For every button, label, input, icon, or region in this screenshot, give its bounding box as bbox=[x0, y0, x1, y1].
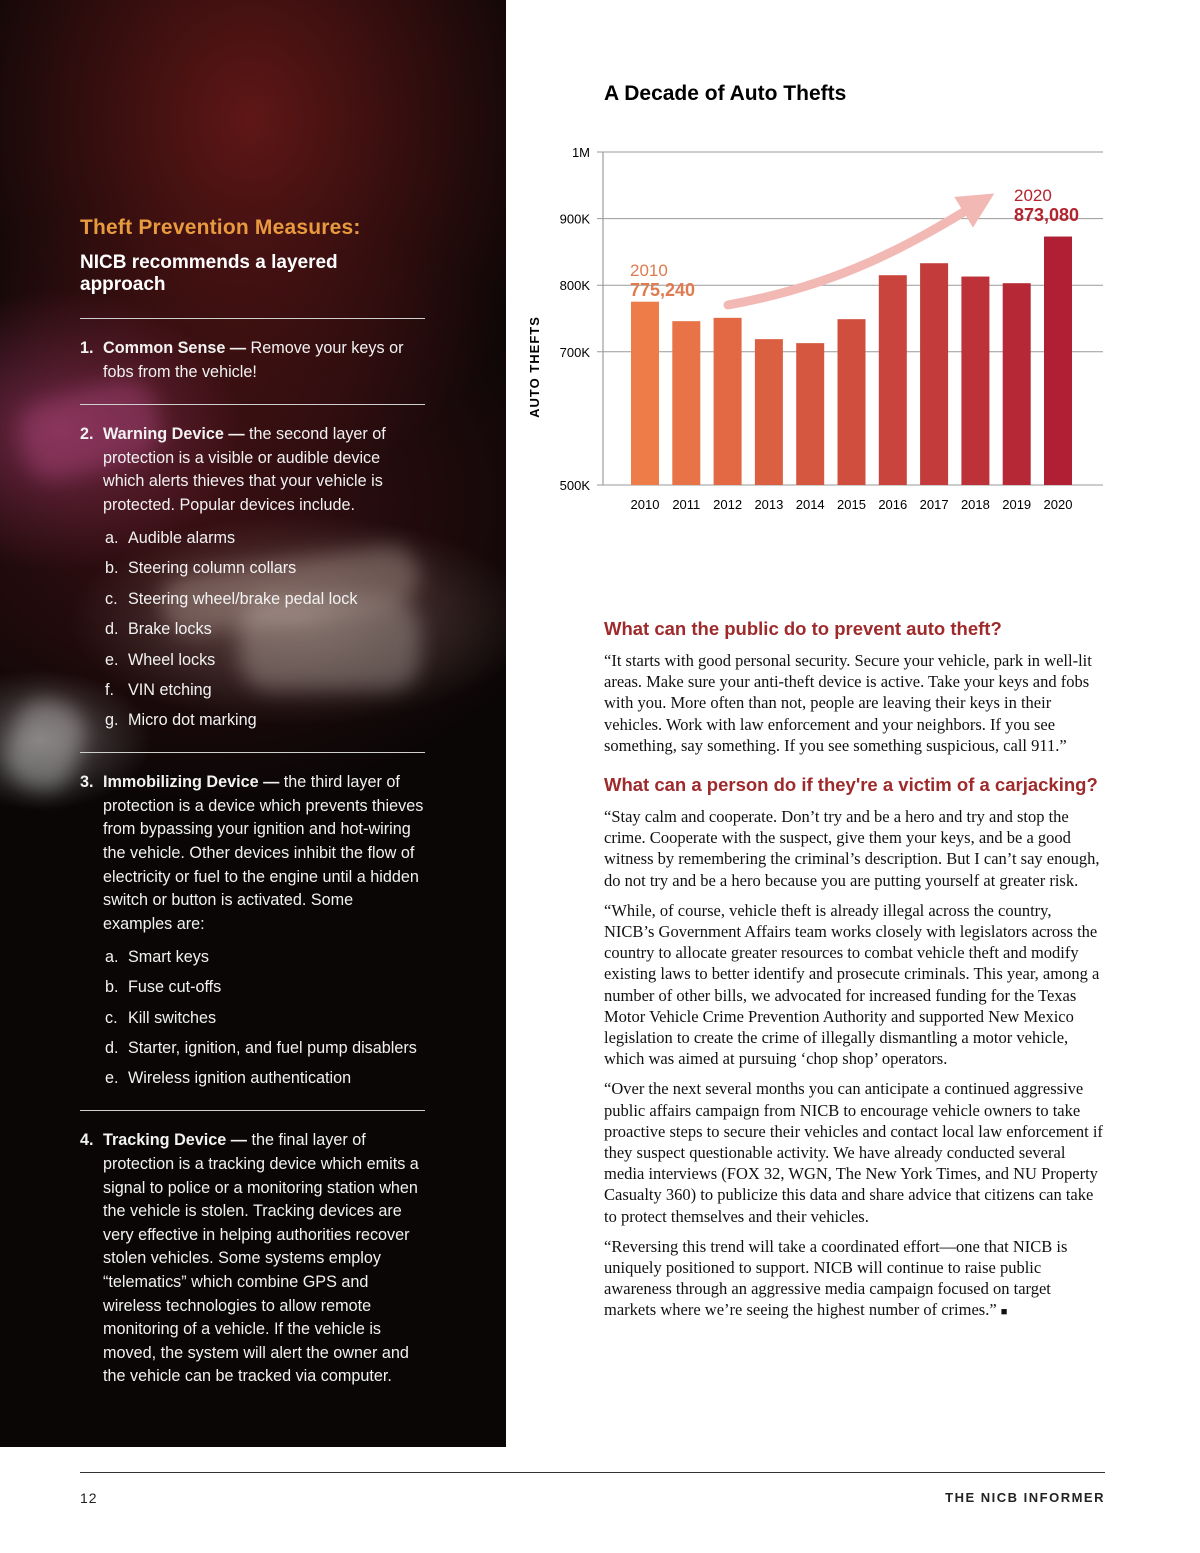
y-tick-label: 1M bbox=[571, 145, 590, 160]
measure-tracking-device bbox=[80, 1129, 425, 1389]
list-item: e. Wheel locks bbox=[105, 650, 216, 669]
list-item: e. Wireless ignition authentication bbox=[105, 1069, 352, 1088]
question-heading: What can a person do if they're a victim of a carjacking? bbox=[604, 774, 1098, 796]
measure-lead: Tracking Device — bbox=[103, 1131, 247, 1150]
bar-2010 bbox=[631, 302, 659, 485]
list-item: a. Smart keys bbox=[105, 947, 209, 966]
bar-2013 bbox=[755, 339, 783, 485]
end-mark-icon: ■ bbox=[1000, 1306, 1008, 1319]
sidebar-panel bbox=[0, 0, 506, 1447]
y-tick-label: 700K bbox=[559, 344, 590, 360]
bar-2017 bbox=[920, 263, 948, 485]
x-tick-label: 2016 bbox=[878, 497, 908, 512]
y-tick-label: 800K bbox=[559, 278, 590, 294]
x-tick-label: 2014 bbox=[795, 497, 825, 512]
bar-2012 bbox=[714, 318, 742, 485]
answer-paragraph: “While, of course, vehicle theft is already illegal across the country, NICB’s Government Affairs team works closely with legislators across the country to allocate greater resources to combat vehicle theft and modify existing laws to better identify and prosecute criminals. This year, among a number of other bills, we advocated for increased funding for the Texas Motor Vehicle Crime Prevention Authority and supported New Mexico legislation to create the crime of illegally dismantling a motor vehicle, which was aimed at pursuing ‘chop shop’ operators. bbox=[604, 900, 1100, 1069]
divider bbox=[80, 752, 425, 753]
bar-2016 bbox=[879, 275, 907, 485]
bar-2019 bbox=[1003, 283, 1031, 485]
bar-2014 bbox=[796, 343, 824, 485]
warning-device-list bbox=[105, 524, 425, 737]
annotation-value-2020: 873,080 bbox=[1014, 205, 1080, 225]
closing-text: “Reversing this trend will take a coordinated effort—one that NICB is uniquely positioned to support. NICB will continue to raise public awareness through an aggressive media campaign focused on target markets where we’re seeing the highest number of crimes.” bbox=[604, 1236, 1068, 1320]
x-tick-label: 2015 bbox=[837, 497, 866, 512]
measure-lead: Immobilizing Device — bbox=[103, 773, 280, 792]
x-tick-label: 2012 bbox=[713, 497, 743, 512]
bar-2011 bbox=[672, 321, 700, 485]
measure-lead: Common Sense — bbox=[103, 339, 247, 357]
list-item: d. Starter, ignition, and fuel pump disablers bbox=[105, 1039, 417, 1058]
theft-prevention-sidebar bbox=[80, 216, 425, 1389]
x-tick-label: 2011 bbox=[672, 497, 701, 512]
question-heading: What can the public do to prevent auto theft? bbox=[604, 618, 1002, 639]
list-item: d. Brake locks bbox=[105, 620, 212, 639]
list-item: c. Kill switches bbox=[105, 1008, 217, 1027]
y-tick-label: 500K bbox=[559, 478, 590, 493]
measure-text: the third layer of protection is a device which prevents thieves from bypassing your ignition and hot-wiring the vehicle. Other devices inhibit the flow of electricity or fuel to the engine until a hidden switch or button is activated. Some examples are: bbox=[103, 773, 424, 933]
x-tick-label: 2019 bbox=[1002, 497, 1032, 512]
annotation-year-2010: 2010 bbox=[630, 261, 668, 280]
bar-2018 bbox=[961, 277, 989, 485]
answer-paragraph bbox=[604, 1236, 1104, 1324]
measure-text: the final layer of protection is a tracking device which emits a signal to police or a monitoring station when the vehicle is stolen. Tracking devices are very effective in helping authorities recover stolen vehicles. Some systems employ “telematics” which combine GPS and wireless technologies to allow remote monitoring of a vehicle. If the vehicle is moved, the system will alert the owner and the vehicle can be tracked via computer. bbox=[103, 1131, 419, 1386]
x-tick-label: 2018 bbox=[960, 497, 990, 512]
measure-common-sense bbox=[80, 337, 425, 384]
page-number: 12 bbox=[80, 1490, 98, 1506]
publication-name: THE NICB INFORMER bbox=[945, 1490, 1105, 1505]
x-tick-label: 2020 bbox=[1043, 497, 1073, 512]
x-tick-label: 2013 bbox=[754, 497, 784, 512]
immobilizing-device-list bbox=[105, 942, 425, 1094]
measure-number: 3. bbox=[80, 773, 94, 792]
measure-immobilizing-device bbox=[80, 771, 425, 1094]
divider bbox=[80, 318, 425, 319]
chart-title: A Decade of Auto Thefts bbox=[604, 82, 847, 105]
measure-number: 1. bbox=[80, 339, 94, 357]
list-item: f. VIN etching bbox=[105, 680, 212, 699]
y-axis-label: AUTO THEFTS bbox=[527, 316, 542, 418]
answer-paragraph: “Stay calm and cooperate. Don’t try and be a hero and try and stop the crime. Cooperate with the suspect, give them your keys, and be a good witness by remembering the criminal’s description. But I can’t say enough, do not try and be a hero because you are putting yourself at greater risk. bbox=[604, 807, 1100, 890]
sidebar-subtitle: NICB recommends a layered approach bbox=[80, 252, 338, 295]
divider bbox=[80, 404, 425, 405]
bar-2020 bbox=[1044, 237, 1072, 485]
footer-divider bbox=[80, 1472, 1105, 1473]
sidebar-title: Theft Prevention Measures: bbox=[80, 216, 361, 239]
list-item: a. Audible alarms bbox=[105, 528, 236, 547]
list-item: c. Steering wheel/brake pedal lock bbox=[105, 589, 358, 608]
annotation-value-2010: 775,240 bbox=[630, 280, 696, 300]
measure-warning-device bbox=[80, 423, 425, 736]
measure-text: the second layer of protection is a visible or audible device which alerts thieves that your vehicle is protected. Popular devices include. bbox=[103, 425, 386, 514]
list-item: g. Micro dot marking bbox=[105, 711, 257, 730]
auto-thefts-bar-chart bbox=[520, 135, 1120, 525]
measure-lead: Warning Device — bbox=[103, 425, 245, 444]
annotation-year-2020: 2020 bbox=[1014, 186, 1052, 205]
article bbox=[604, 618, 1104, 1324]
x-tick-label: 2010 bbox=[630, 497, 660, 512]
y-tick-label: 900K bbox=[559, 211, 590, 227]
answer-paragraph: “It starts with good personal security. Secure your vehicle, park in well-lit areas. Make sure your anti-theft device is active. Take your keys and fobs with you. More often than not, people are leaving their keys in their vehicles. Work with law enforcement and your neighbors. If you see something, say something. If you see something suspicious, call 911.” bbox=[604, 651, 1092, 755]
measure-number: 2. bbox=[80, 425, 94, 444]
x-tick-label: 2017 bbox=[919, 497, 949, 512]
measure-text: Remove your keys or fobs from the vehicle! bbox=[103, 339, 404, 381]
bar-2015 bbox=[838, 319, 866, 485]
list-item: b. Fuse cut-offs bbox=[105, 978, 222, 997]
list-item: b. Steering column collars bbox=[105, 559, 297, 578]
answer-paragraph: “Over the next several months you can anticipate a continued aggressive public affairs campaign from NICB to encourage vehicle owners to take proactive steps to secure their vehicles and contact local law enforcement if they suspect questionable activity. We have already conducted several media interviews (FOX 32, WGN, The New York Times, and NU Property Casualty 360) to publicize this data and share advice that citizens can take to protect themselves and their vehicles. bbox=[604, 1079, 1103, 1226]
divider bbox=[80, 1110, 425, 1111]
measure-number: 4. bbox=[80, 1131, 94, 1150]
